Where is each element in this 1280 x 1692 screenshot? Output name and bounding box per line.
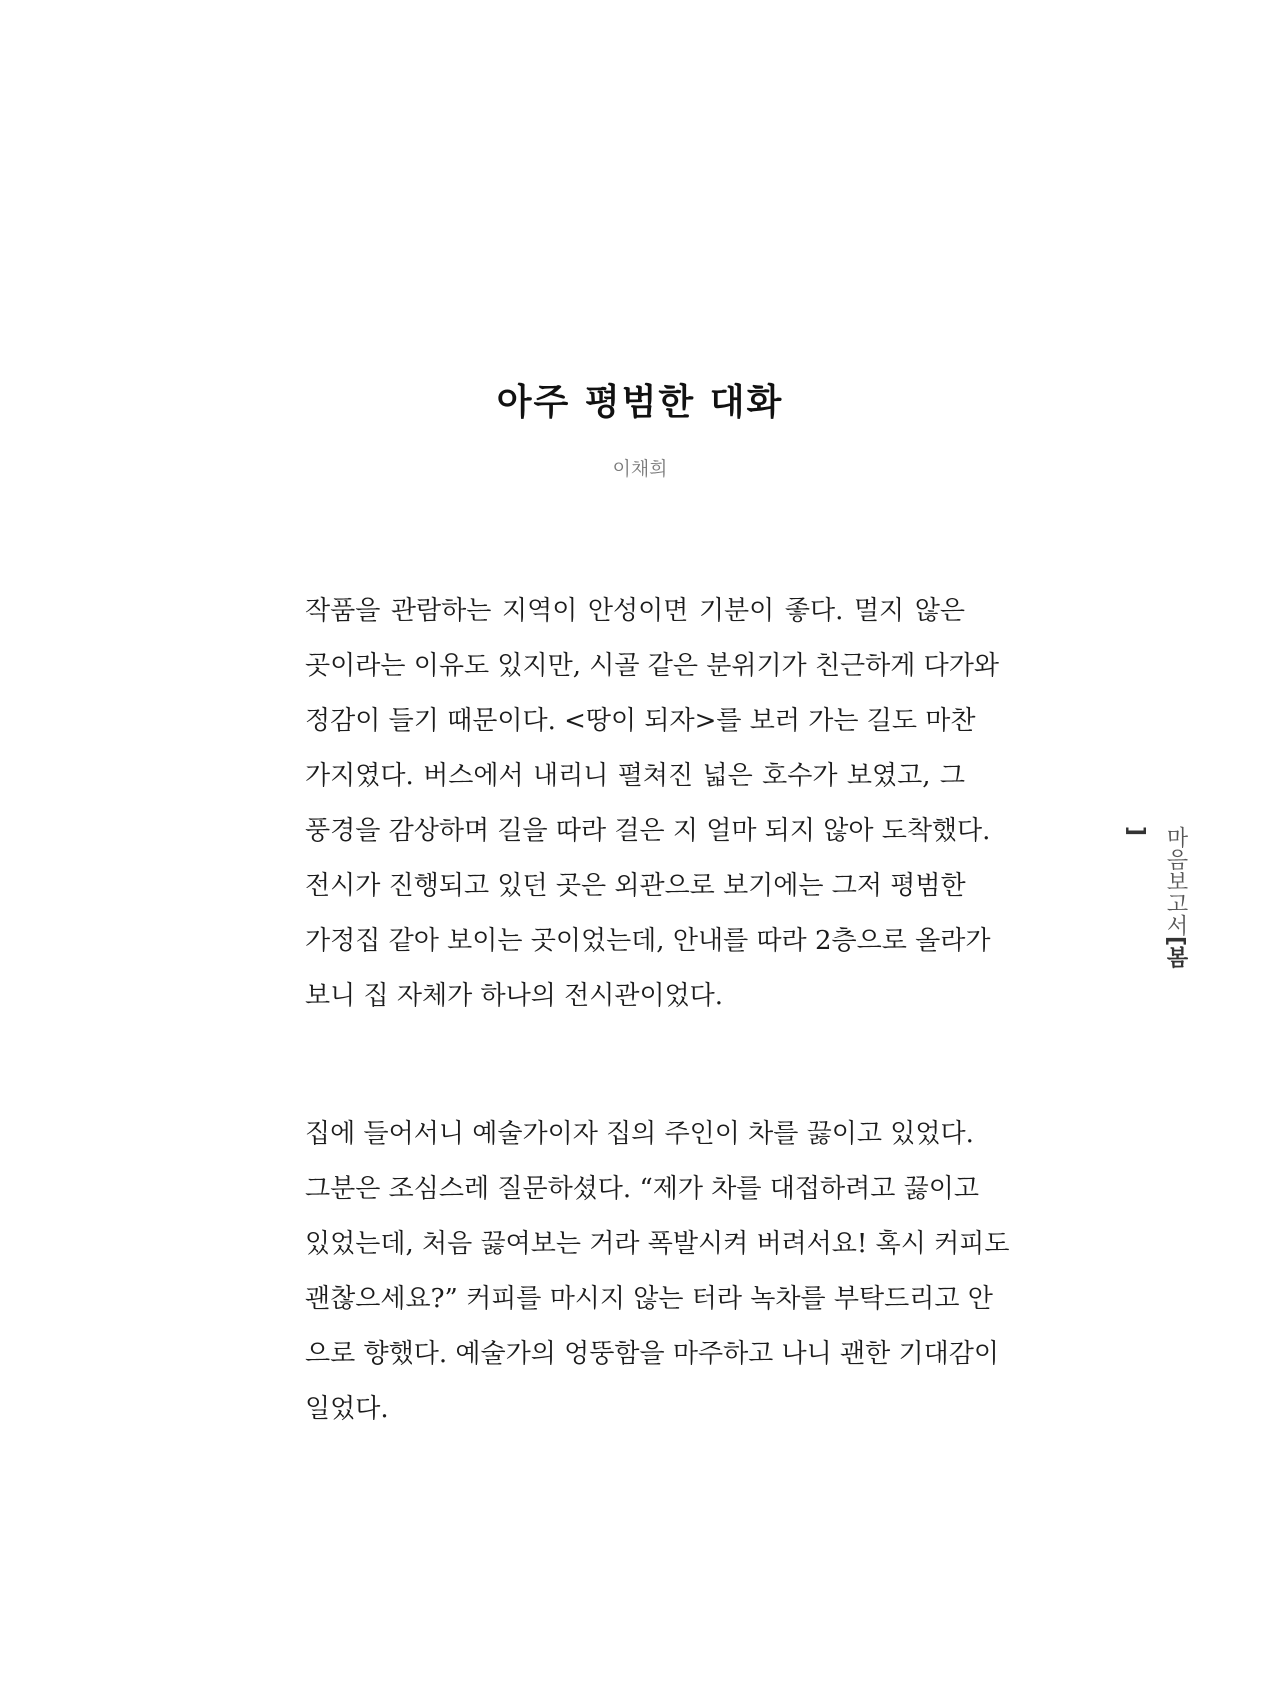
paragraph-line: 으로 향했다. 예술가의 엉뚱함을 마주하고 나니 괜한 기대감이 <box>305 1339 1000 1369</box>
section-chapter: 봄 <box>1163 946 1188 969</box>
paragraph-line: 보니 집 자체가 하나의 전시관이었다. <box>305 981 724 1011</box>
paragraph-line: 곳이라는 이유도 있지만, 시골 같은 분위기가 친근하게 다가와 <box>305 651 1000 681</box>
paragraph-line: 풍경을 감상하며 길을 따라 걸은 지 얼마 되지 않아 도착했다. <box>305 816 991 846</box>
section-bracket-open: [ <box>1163 936 1188 947</box>
paragraph-line: 일었다. <box>305 1394 389 1424</box>
paragraph-2 <box>305 1107 1010 1437</box>
paragraph-line: 전시가 진행되고 있던 곳은 외관으로 보기에는 그저 평범한 <box>305 871 966 901</box>
paragraph-1 <box>305 584 1000 1024</box>
article-title: 아주 평범한 대화 <box>496 381 784 423</box>
section-name: 마음보고서 <box>1163 826 1188 936</box>
paragraph-line: 집에 들어서니 예술가이자 집의 주인이 차를 끓이고 있었다. <box>305 1119 974 1149</box>
paragraph-line: 그분은 조심스레 질문하셨다. “제가 차를 대접하려고 끓이고 <box>305 1174 979 1204</box>
section-side-label <box>1123 826 1195 976</box>
paragraph-line: 가정집 같아 보이는 곳이었는데, 안내를 따라 2층으로 올라가 <box>305 926 991 956</box>
paragraph-line: 작품을 관람하는 지역이 안성이면 기분이 좋다. 멀지 않은 <box>305 596 965 626</box>
section-bracket-close: ] <box>1123 826 1148 837</box>
paragraph-gap <box>305 1024 965 1107</box>
paragraph-line: 가지였다. 버스에서 내리니 펼쳐진 넓은 호수가 보였고, 그 <box>305 761 965 791</box>
paragraph-line: 있었는데, 처음 끓여보는 거라 폭발시켜 버려서요! 혹시 커피도 <box>305 1229 1010 1259</box>
paragraph-line: 정감이 들기 때문이다. <땅이 되자>를 보러 가는 길도 마찬 <box>305 706 976 736</box>
author-name: 이채희 <box>612 458 668 480</box>
paragraph-line: 괜찮으세요?” 커피를 마시지 않는 터라 녹차를 부탁드리고 안 <box>305 1284 993 1314</box>
article-body <box>305 584 1010 1437</box>
